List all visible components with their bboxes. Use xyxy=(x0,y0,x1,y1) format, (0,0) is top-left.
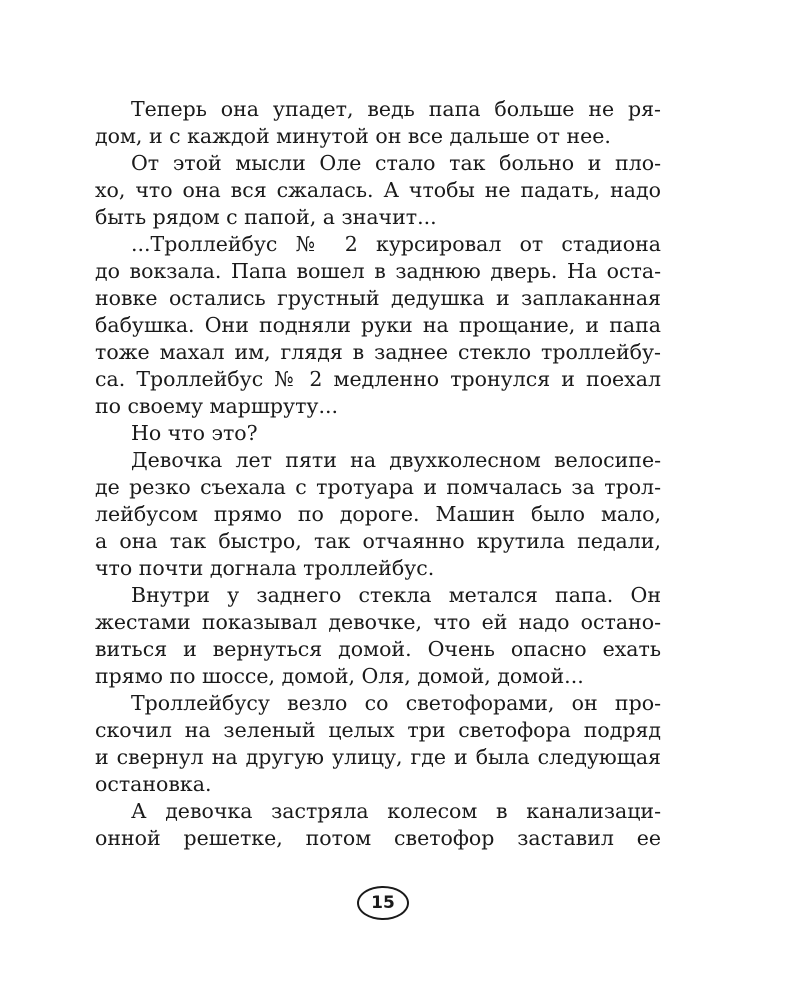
text-line: тоже махал им, глядя в заднее стекло троллейбу- xyxy=(95,340,661,364)
text-line: бабушка. Они подняли руки на прощание, и папа xyxy=(95,313,661,337)
paragraph-8 xyxy=(95,798,661,852)
text-line: лейбусом прямо по дороге. Машин было мало, xyxy=(95,502,661,526)
page-number: 15 xyxy=(357,886,409,920)
paragraph-1 xyxy=(95,96,661,150)
body-text xyxy=(95,96,661,852)
text-line: А девочка застряла колесом в канализаци- xyxy=(131,799,661,823)
text-line: скочил на зеленый целых три светофора подряд xyxy=(95,718,661,742)
paragraph-4 xyxy=(95,420,661,447)
text-line: быть рядом с папой, а значит... xyxy=(95,205,437,229)
text-line: Внутри у заднего стекла метался папа. Он xyxy=(131,583,661,607)
text-line: хо, что она вся сжалась. А чтобы не падать, надо xyxy=(95,178,661,202)
text-line: остановка. xyxy=(95,772,212,796)
text-line: ...Троллейбус № 2 курсировал от стадиона xyxy=(131,232,661,256)
paragraph-5 xyxy=(95,447,661,582)
text-line: а она так быстро, так отчаянно крутила педали, xyxy=(95,529,661,553)
text-line: де резко съехала с тротуара и помчалась за трол- xyxy=(95,475,661,499)
text-line: Но что это? xyxy=(131,421,258,445)
text-line: по своему маршруту... xyxy=(95,394,339,418)
paragraph-6 xyxy=(95,582,661,690)
paragraph-2 xyxy=(95,150,661,231)
text-line: жестами показывал девочке, что ей надо остано- xyxy=(95,610,661,634)
text-line: дом, и с каждой минутой он все дальше от нее. xyxy=(95,124,611,148)
text-line: Девочка лет пяти на двухколесном велосипе- xyxy=(131,448,661,472)
text-line: новке остались грустный дедушка и заплаканная xyxy=(95,286,661,310)
text-line: виться и вернуться домой. Очень опасно ехать xyxy=(95,637,661,661)
text-line: Теперь она упадет, ведь папа больше не ря- xyxy=(131,97,661,121)
text-line: са. Троллейбус № 2 медленно тронулся и поехал xyxy=(95,367,661,391)
text-line: От этой мысли Оле стало так больно и пло- xyxy=(131,151,661,175)
text-line: и свернул на другую улицу, где и была следующая xyxy=(95,745,661,769)
text-line: Троллейбусу везло со светофорами, он про- xyxy=(131,691,661,715)
paragraph-3 xyxy=(95,231,661,420)
text-line: до вокзала. Папа вошел в заднюю дверь. На оста- xyxy=(95,259,661,283)
text-line: что почти догнала троллейбус. xyxy=(95,556,435,580)
paragraph-7 xyxy=(95,690,661,798)
text-line: онной решетке, потом светофор заставил ее xyxy=(95,826,661,850)
text-line: прямо по шоссе, домой, Оля, домой, домой... xyxy=(95,664,584,688)
